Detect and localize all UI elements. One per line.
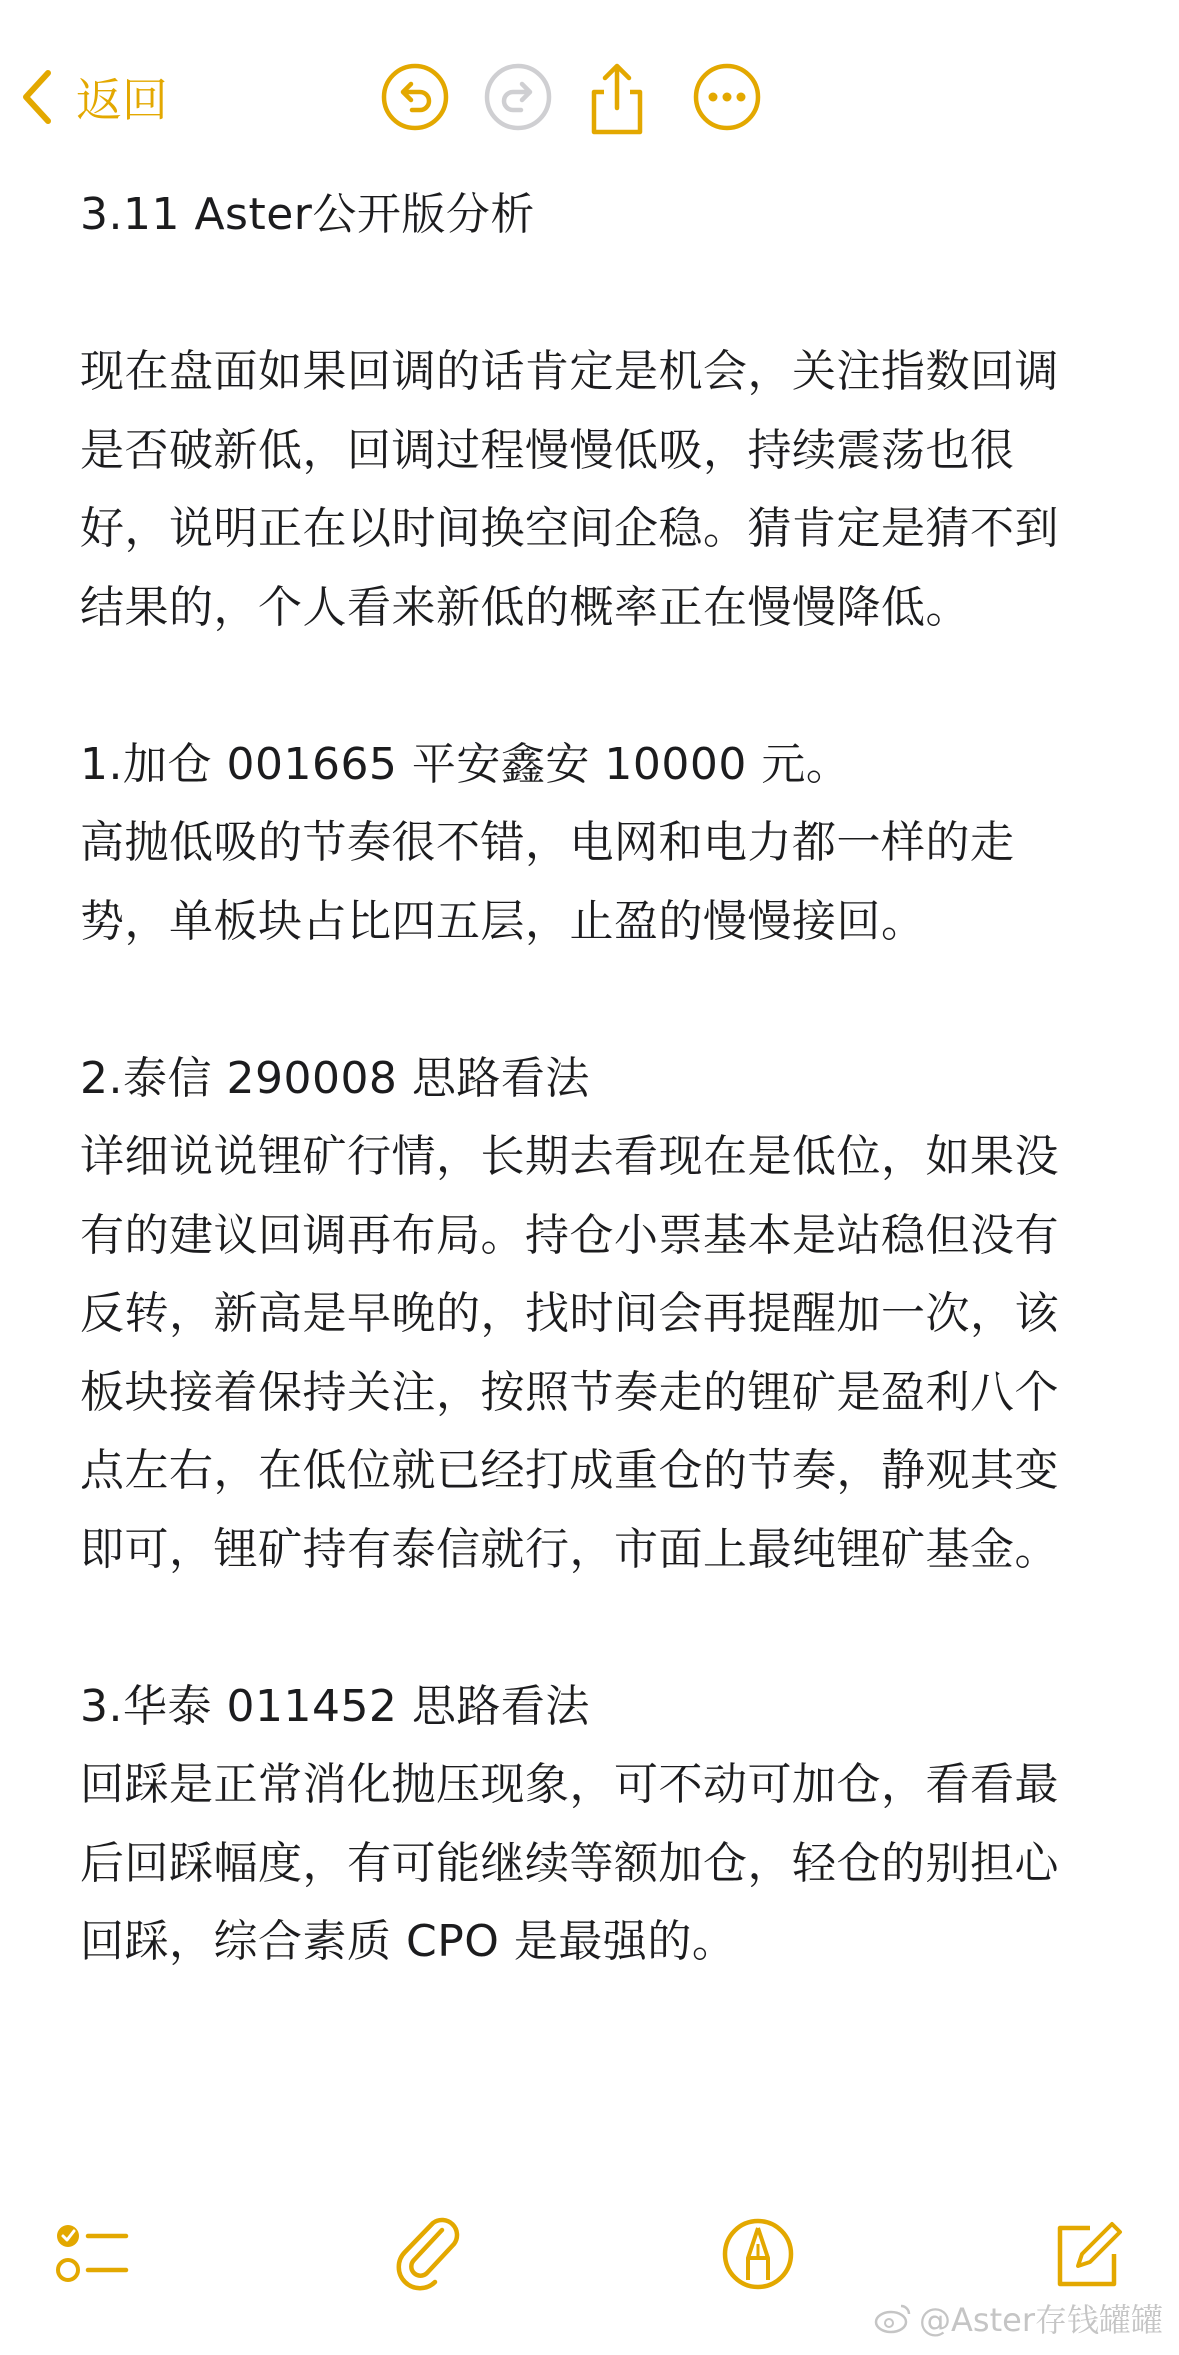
attachment-button[interactable] [388,2214,468,2294]
section1-body: 高抛低吸的节奏很不错，电网和电力都一样的走势，单板块占比四五层，止盈的慢慢接回。 [80,817,1015,947]
paperclip-icon [388,2214,468,2294]
redo-icon [483,62,553,132]
section3-body: 回踩是正常消化抛压现象，可不动可加仓，看看最后回踩幅度，有可能继续等额加仓，轻仓的别担心回踩，综合素质 CPO 是最强的。 [80,1759,1059,1967]
watermark [873,2295,1163,2341]
blank-line [80,647,1090,726]
watermark-text: @Aster存钱罐罐 [919,2301,1163,2339]
section2-body: 详细说说锂矿行情，长期去看现在是低位，如果没有的建议回调再布局。持仓小票基本是站稳但没有反转，新高是早晚的，找时间会再提醒加一次，该板块接着保持关注，按照节奏走的锂矿是盈利八个点左右，在低位就已经打成重仓的节奏，静观其变即可，锂矿持有泰信就行，市面上最纯锂矿基金。 [80,1131,1059,1575]
back-label: 返回 [76,73,168,127]
markup-pen-icon [718,2214,798,2294]
blank-line [80,255,1090,334]
bottom-toolbar [0,2200,1179,2310]
compose-icon [1048,2214,1128,2294]
markup-button[interactable] [718,2214,798,2294]
undo-button[interactable] [380,62,450,132]
blank-line [80,1589,1090,1668]
checklist-button[interactable] [54,2214,134,2294]
back-button[interactable] [22,62,168,132]
note-title: 3.11 Aster公开版分析 [80,189,535,240]
weibo-logo-icon [873,2302,913,2334]
redo-button[interactable] [483,62,553,132]
checklist-icon [54,2214,134,2294]
chevron-left-icon [22,69,52,125]
note-content[interactable] [80,176,1090,1982]
section3-heading: 3.华泰 011452 思路看法 [80,1680,590,1732]
note-intro-paragraph: 现在盘面如果回调的话肯定是机会，关注指数回调是否破新低，回调过程慢慢低吸，持续震荡也很好，说明正在以时间换空间企稳。猜肯定是猜不到结果的，个人看来新低的概率正在慢慢降低。 [80,346,1059,633]
navigation-bar [0,0,1179,190]
share-button[interactable] [582,62,652,132]
undo-icon [380,62,450,132]
section2-heading: 2.泰信 290008 思路看法 [80,1052,590,1104]
more-icon [692,62,762,132]
blank-line [80,961,1090,1040]
share-icon [582,62,652,138]
compose-button[interactable] [1048,2214,1128,2294]
section1-heading: 1.加仓 001665 平安鑫安 10000 元。 [80,738,851,790]
more-button[interactable] [692,62,762,132]
